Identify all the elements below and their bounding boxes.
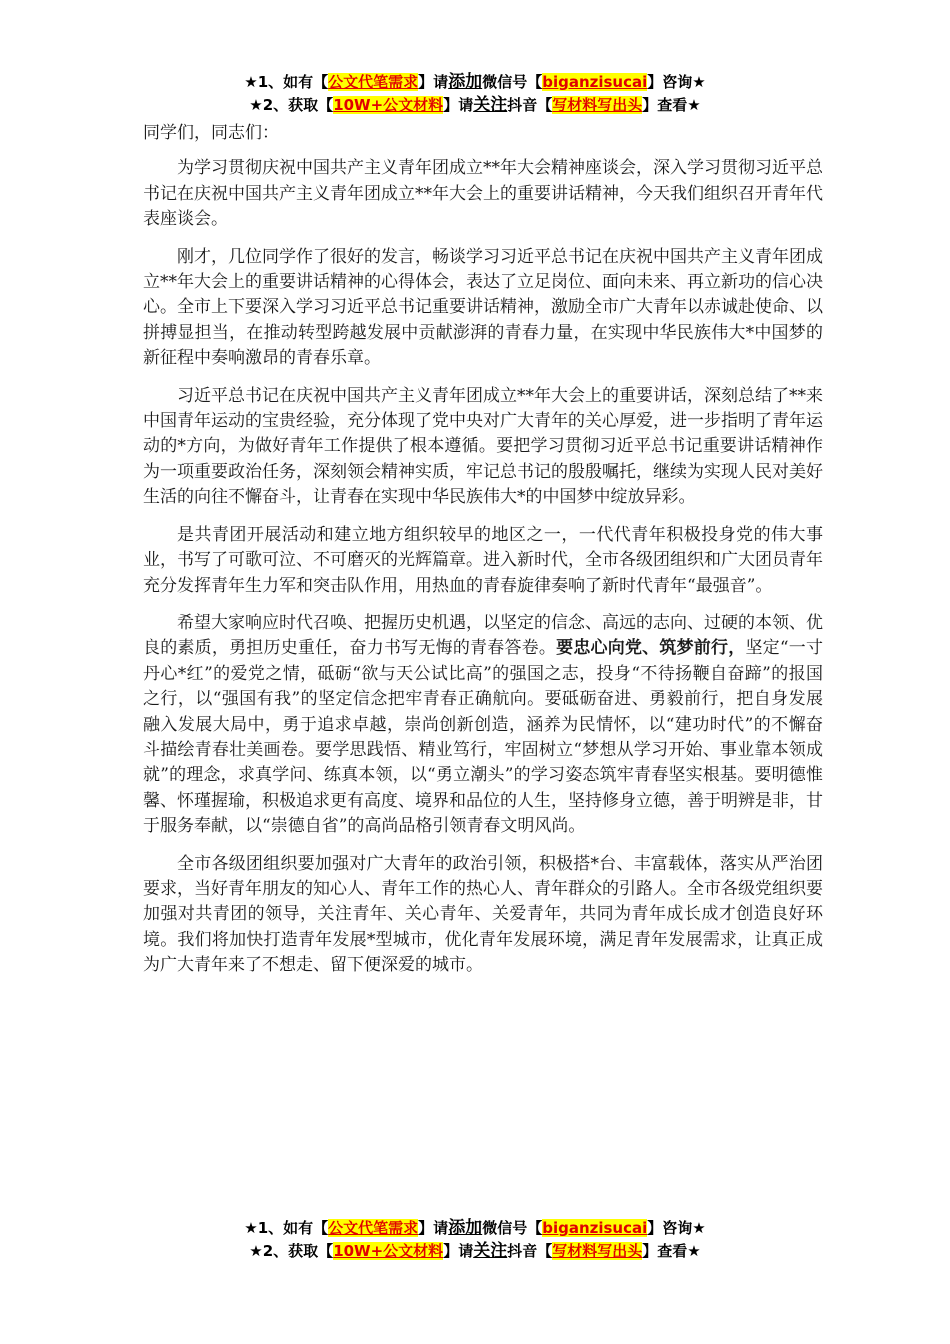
banner-text: 】咨询★ <box>647 1219 706 1237</box>
banner-text: 】查看★ <box>642 96 701 114</box>
paragraph-1: 为学习贯彻庆祝中国共产主义青年团成立**年大会精神座谈会，深入学习贯彻习近平总书记在庆祝中国共产主义青年团成立**年大会上的重要讲话精神，今天我们组织召开青年代表座谈会。 <box>143 158 823 230</box>
banner-highlight: 10W+公文材料 <box>333 96 444 114</box>
banner-wechat-id: biganzisucai <box>542 73 648 91</box>
banner-text: 】查看★ <box>642 1242 701 1260</box>
banner-douyin-name: 写材料写出头 <box>552 96 643 114</box>
banner-text: 微信号【 <box>482 73 543 91</box>
paragraph-4: 是共青团开展活动和建立地方组织较早的地区之一，一代代青年积极投身党的伟大事业，书写了可歌可泣、不可磨灭的光辉篇章。进入新时代，全市各级团组织和广大团员青年充分发挥青年生力军和突击队作用，用热血的青春旋律奏响了新时代青年“最强音”。 <box>143 524 823 596</box>
banner-text: ★1、如有【 <box>244 73 329 91</box>
paragraph-2: 刚才，几位同学作了很好的发言，畅谈学习习近平总书记在庆祝中国共产主义青年团成立**年大会上的重要讲话精神的心得体会，表达了立足岗位、面向未来、再立新功的信心决心。全市上下要深入学习习近平总书记重要讲话精神，激励全市广大青年以赤诚赴使命、以拼搏显担当，在推动转型跨越发展中贡献澎湃的青春力量，在实现中华民族伟大*中国梦的新征程中奏响激昂的青春乐章。 <box>143 246 823 369</box>
banner-text: 】咨询★ <box>647 73 706 91</box>
banner-line-1 <box>0 1217 950 1240</box>
paragraph-5-intro: 希望大家响应时代召唤、把握历史机遇，以坚定的信念、高远的志向、过硬的本领、优良的素质，勇担历史重任，奋力书写无悔的青春答卷。 <box>143 612 823 659</box>
banner-highlight: 公文代笔需求 <box>328 73 419 91</box>
top-banner <box>0 71 950 117</box>
banner-line-1 <box>0 71 950 94</box>
paragraph-6: 全市各级团组织要加强对广大青年的政治引领，积极搭*台、丰富载体，落实从严治团要求，当好青年朋友的知心人、青年工作的热心人、青年群众的引路人。全市各级党组织要加强对共青团的领导，关注青年、关心青年、关爱青年，共同为青年成长成才创造良好环境。我们将加快打造青年发展*型城市，优化青年发展环境，满足青年发展需求，让真正成为广大青年来了不想走、留下便深爱的城市。 <box>143 853 823 976</box>
banner-emphasis: 添加 <box>448 72 483 92</box>
bottom-banner <box>0 1217 950 1263</box>
paragraph-5-body: 坚定“一寸丹心*红”的爱党之情，砥砺“欲与天公试比高”的强国之志，投身“不待扬鞭自奋蹄”的报国之行，以“强国有我”的坚定信念把牢青春正确航向。要砥砺奋进、勇毅前行，把自身发展融入发展大局中，勇于追求卓越，崇尚创新创造，涵养为民情怀，以“建功时代”的不懈奋斗描绘青春壮美画卷。要学思践悟、精业笃行，牢固树立“梦想从学习开始、事业靠本领成就”的理念，求真学问、练真本领，以“勇立潮头”的学习姿态筑牢青春坚实根基。要明德惟馨、怀瑾握瑜，积极追求更有高度、境界和品位的人生，坚持修身立德，善于明辨是非，甘于服务奉献，以“崇德自省”的高尚品格引领青春文明风尚。 <box>143 638 823 837</box>
banner-emphasis: 关注 <box>473 95 508 115</box>
banner-text: ★2、获取【 <box>249 96 334 114</box>
banner-line-2 <box>0 1240 950 1263</box>
banner-emphasis: 关注 <box>473 1241 508 1261</box>
banner-douyin-name: 写材料写出头 <box>552 1242 643 1260</box>
banner-text: 】请 <box>418 1219 449 1237</box>
banner-emphasis: 添加 <box>448 1218 483 1238</box>
salutation: 同学们，同志们： <box>143 123 279 143</box>
banner-text: 抖音【 <box>507 96 553 114</box>
paragraph-5-emphasis: 要忠心向党、筑梦前行， <box>556 638 746 659</box>
banner-line-2 <box>0 94 950 117</box>
banner-highlight: 10W+公文材料 <box>333 1242 444 1260</box>
banner-highlight: 公文代笔需求 <box>328 1219 419 1237</box>
banner-text: ★2、获取【 <box>249 1242 334 1260</box>
banner-text: 】请 <box>443 96 474 114</box>
banner-text: 抖音【 <box>507 1242 553 1260</box>
banner-text: 】请 <box>443 1242 474 1260</box>
banner-text: 微信号【 <box>482 1219 543 1237</box>
paragraph-3: 习近平总书记在庆祝中国共产主义青年团成立**年大会上的重要讲话，深刻总结了**来中国青年运动的宝贵经验，充分体现了党中央对广大青年的关心厚爱，进一步指明了青年运动的*方向，为做好青年工作提供了根本遵循。要把学习贯彻习近平总书记重要讲话精神作为一项重要政治任务，深刻领会精神实质，牢记总书记的殷殷嘱托，继续为实现人民对美好生活的向往不懈奋斗，让青春在实现中华民族伟大*的中国梦中绽放异彩。 <box>143 385 823 508</box>
banner-wechat-id: biganzisucai <box>542 1219 648 1237</box>
paragraph-5 <box>143 611 823 840</box>
banner-text: 】请 <box>418 73 449 91</box>
banner-text: ★1、如有【 <box>244 1219 329 1237</box>
document-body <box>143 121 823 991</box>
